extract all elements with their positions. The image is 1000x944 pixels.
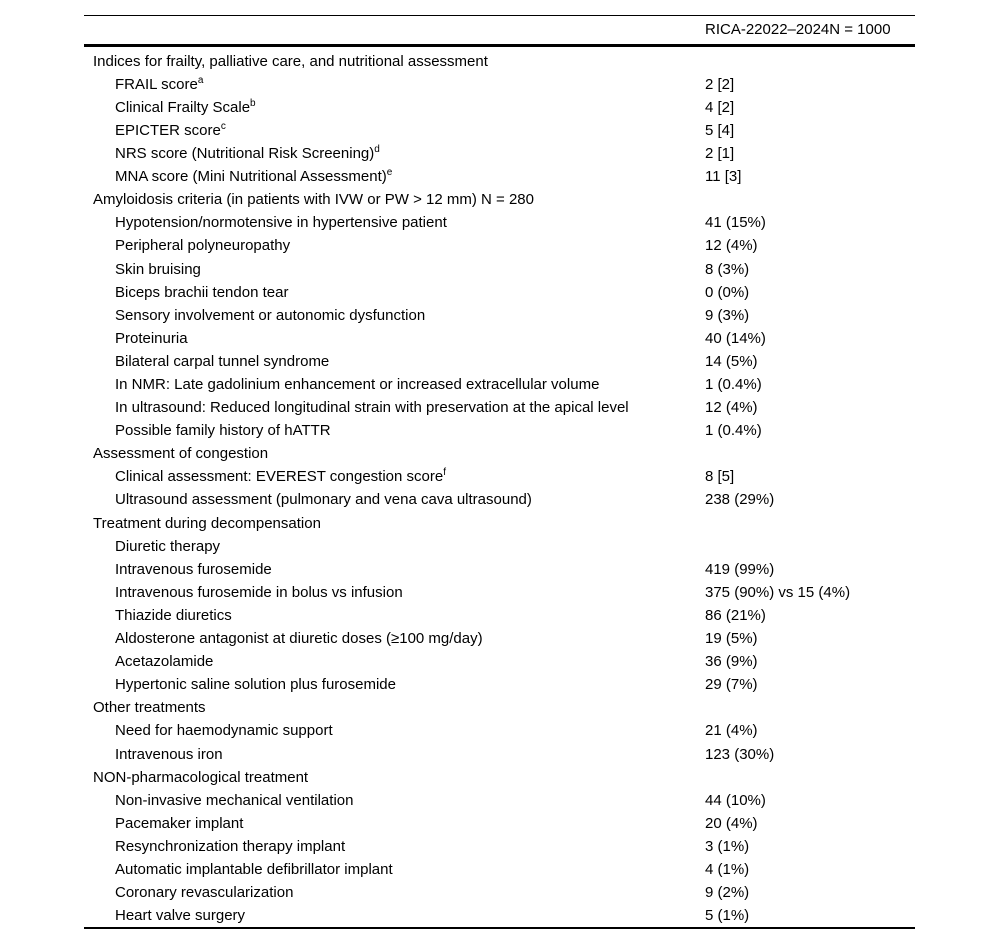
row-label xyxy=(84,211,915,234)
row-value: 41 (15%) xyxy=(705,214,766,232)
row-value: 3 (1%) xyxy=(705,837,750,855)
row-value: 14 (5%) xyxy=(705,352,758,370)
table-row xyxy=(84,881,915,904)
row-value: 12 (4%) xyxy=(705,399,758,417)
row-label-text: Aldosterone antagonist at diuretic doses (≥100 mg/day) xyxy=(115,630,483,648)
row-label xyxy=(84,350,915,373)
section-title: NON-pharmacological treatment xyxy=(93,768,309,786)
column-header: RICA-22022–2024N = 1000 xyxy=(705,21,891,39)
row-label xyxy=(84,627,915,650)
table-row xyxy=(84,396,915,419)
footnote-marker: c xyxy=(220,120,226,132)
row-value: 419 (99%) xyxy=(705,560,775,578)
row-label-text: Biceps brachii tendon tear xyxy=(115,283,289,301)
row-label xyxy=(84,673,915,696)
table-row xyxy=(84,558,915,581)
paper-table xyxy=(84,15,915,929)
row-value: 1 (0.4%) xyxy=(705,422,762,440)
row-label-text: Need for haemodynamic support xyxy=(115,722,333,740)
row-label xyxy=(84,373,915,396)
row-label xyxy=(84,96,915,119)
table-row xyxy=(84,142,915,165)
row-value: 8 [5] xyxy=(705,468,735,486)
row-label-text: Bilateral carpal tunnel syndrome xyxy=(115,352,330,370)
row-label xyxy=(84,465,915,488)
row-label xyxy=(84,858,915,881)
row-label xyxy=(84,234,915,257)
row-label xyxy=(84,327,915,350)
table-row xyxy=(84,350,915,373)
row-label-text: MNA score (Mini Nutritional Assessment) xyxy=(115,168,387,186)
row-value: 29 (7%) xyxy=(705,676,758,694)
row-value: 238 (29%) xyxy=(705,491,775,509)
row-value: 4 (1%) xyxy=(705,860,750,878)
row-value: 2 [1] xyxy=(705,145,735,163)
table-row xyxy=(84,835,915,858)
row-value: 19 (5%) xyxy=(705,630,758,648)
table-row xyxy=(84,535,915,558)
row-value: 11 [3] xyxy=(705,168,742,186)
row-label-text: Non-invasive mechanical ventilation xyxy=(115,791,354,809)
row-label-text: Hypertonic saline solution plus furosemide xyxy=(115,676,396,694)
table-row xyxy=(84,650,915,673)
table-row xyxy=(84,304,915,327)
table-row xyxy=(84,673,915,696)
table-row xyxy=(84,858,915,881)
row-label xyxy=(84,73,915,96)
table-row xyxy=(84,719,915,742)
row-value: 5 (1%) xyxy=(705,907,750,925)
row-label-text: Ultrasound assessment (pulmonary and vena cava ultrasound) xyxy=(115,491,532,509)
row-label xyxy=(84,142,915,165)
row-value: 12 (4%) xyxy=(705,237,758,255)
row-label-text: Intravenous furosemide in bolus vs infusion xyxy=(115,583,403,601)
row-label xyxy=(84,789,915,812)
table-row xyxy=(84,327,915,350)
table-header-row xyxy=(84,16,915,44)
row-label xyxy=(84,258,915,281)
row-label xyxy=(84,419,915,442)
footnote-marker: e xyxy=(386,167,393,179)
row-value: 20 (4%) xyxy=(705,814,758,832)
row-label-text: Proteinuria xyxy=(115,329,188,347)
row-label-text: Intravenous iron xyxy=(115,745,223,763)
row-label xyxy=(84,304,915,327)
row-label xyxy=(84,604,915,627)
row-value: 36 (9%) xyxy=(705,653,758,671)
row-label xyxy=(84,558,915,581)
row-label-text: Resynchronization therapy implant xyxy=(115,837,346,855)
table-bottom-rule xyxy=(84,927,915,929)
row-value: 86 (21%) xyxy=(705,606,766,624)
row-label-text: In ultrasound: Reduced longitudinal strain with preservation at the apical level xyxy=(115,399,629,417)
row-label-text: NRS score (Nutritional Risk Screening) xyxy=(115,145,375,163)
row-value: 5 [4] xyxy=(705,121,735,139)
table-row xyxy=(84,419,915,442)
row-value: 40 (14%) xyxy=(705,329,766,347)
table-row xyxy=(84,211,915,234)
row-label-text: Automatic implantable defibrillator implant xyxy=(115,860,393,878)
row-label-text: Possible family history of hATTR xyxy=(115,422,331,440)
section-title: Other treatments xyxy=(93,699,206,717)
section-title: Assessment of congestion xyxy=(93,445,269,463)
row-label-text: Acetazolamide xyxy=(115,653,214,671)
table-row xyxy=(84,488,915,511)
row-label-text: Intravenous furosemide xyxy=(115,560,272,578)
table-row xyxy=(84,581,915,604)
footnote-marker: f xyxy=(443,467,446,479)
table-row xyxy=(84,281,915,304)
row-value: 21 (4%) xyxy=(705,722,758,740)
table-row xyxy=(84,465,915,488)
row-value: 8 (3%) xyxy=(705,260,750,278)
row-label xyxy=(84,535,915,558)
row-label xyxy=(84,650,915,673)
section-title: Indices for frailty, palliative care, and nutritional assessment xyxy=(93,52,488,70)
row-label-text: Clinical Frailty Scale xyxy=(115,98,251,116)
row-value: 1 (0.4%) xyxy=(705,376,762,393)
row-label-text: FRAIL score xyxy=(115,75,198,93)
table-row xyxy=(84,96,915,119)
row-label-text: In NMR: Late gadolinium enhancement or increased extracellular volume xyxy=(115,376,600,393)
section-title: Amyloidosis criteria (in patients with IVW or PW > 12 mm) N = 280 xyxy=(93,191,534,209)
row-label xyxy=(84,812,915,835)
table-row xyxy=(84,73,915,96)
row-value: 2 [2] xyxy=(705,75,735,93)
row-label xyxy=(84,396,915,419)
row-label-text: Diuretic therapy xyxy=(115,537,221,555)
footnote-marker: d xyxy=(374,144,380,156)
row-label xyxy=(84,281,915,304)
row-value: 375 (90%) vs 15 (4%) xyxy=(705,583,851,601)
row-label xyxy=(84,165,915,188)
table-row xyxy=(84,373,915,396)
footnote-marker: b xyxy=(250,97,256,109)
table-row xyxy=(84,165,915,188)
row-label xyxy=(84,904,915,927)
table-row xyxy=(84,604,915,627)
row-label xyxy=(84,743,915,766)
row-label-text: Peripheral polyneuropathy xyxy=(115,237,291,255)
section-title: Treatment during decompensation xyxy=(93,514,321,532)
table-row xyxy=(84,904,915,927)
row-value: 4 [2] xyxy=(705,98,735,116)
row-label-text: Clinical assessment: EVEREST congestion score xyxy=(115,468,444,486)
table-row xyxy=(84,119,915,142)
table-row xyxy=(84,789,915,812)
table-row xyxy=(84,743,915,766)
row-value: 44 (10%) xyxy=(705,791,766,809)
row-label-text: Coronary revascularization xyxy=(115,884,294,902)
row-value: 0 (0%) xyxy=(705,283,750,301)
row-label-text: Sensory involvement or autonomic dysfunction xyxy=(115,306,426,324)
row-label-text: Skin bruising xyxy=(115,260,201,278)
row-label-text: Hypotension/normotensive in hypertensive patient xyxy=(115,214,447,232)
table-row xyxy=(84,234,915,257)
row-label xyxy=(84,488,915,511)
row-label-text: Pacemaker implant xyxy=(115,814,244,832)
row-label-text: Thiazide diuretics xyxy=(115,606,232,624)
row-value: 123 (30%) xyxy=(705,745,775,763)
table-row xyxy=(84,812,915,835)
row-label-text: Heart valve surgery xyxy=(115,907,246,925)
row-label xyxy=(84,719,915,742)
table-body xyxy=(84,47,915,928)
row-label xyxy=(84,119,915,142)
row-label xyxy=(84,835,915,858)
table-row xyxy=(84,258,915,281)
table-row xyxy=(84,627,915,650)
row-value: 9 (3%) xyxy=(705,306,750,324)
footnote-marker: a xyxy=(197,74,204,86)
row-label xyxy=(84,881,915,904)
row-label-text: EPICTER score xyxy=(115,121,221,139)
row-value: 9 (2%) xyxy=(705,884,750,902)
